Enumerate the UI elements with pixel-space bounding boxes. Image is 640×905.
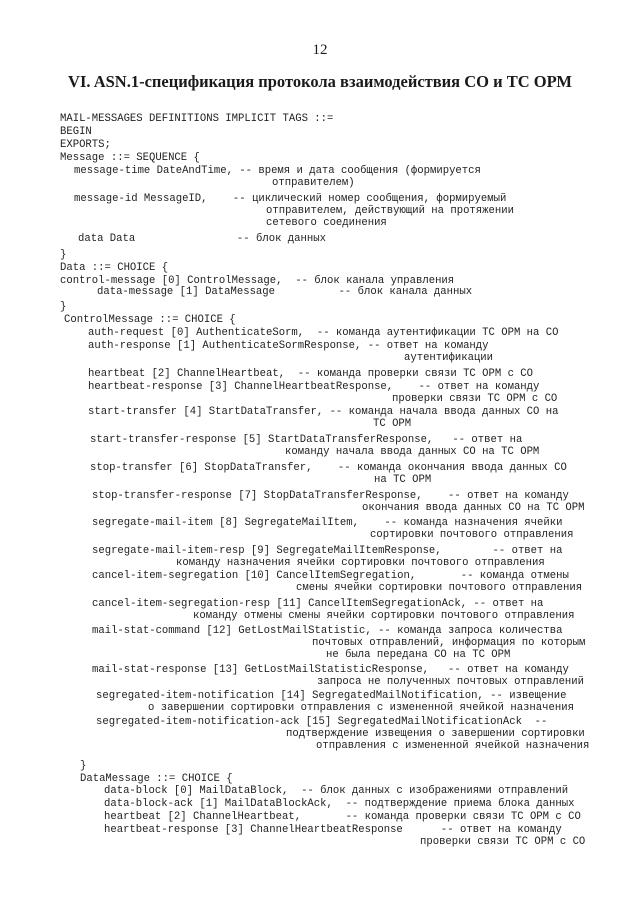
code-line: } [80, 760, 87, 772]
code-line: отправителем, действующий на протяжении [266, 205, 514, 217]
code-line: ControlMessage ::= CHOICE { [64, 314, 236, 326]
code-line: start-transfer-response [5] StartDataTransferResponse, -- ответ на [90, 434, 523, 446]
code-line: запроса не полученных почтовых отправлений [317, 676, 585, 688]
code-line: data Data -- блок данных [78, 233, 326, 245]
code-line: сетевого соединения [266, 217, 387, 229]
code-line: команду назначения ячейки сортировки почтового отправления [176, 557, 545, 569]
code-line: segregate-mail-item [8] SegregateMailItem, -- команда назначения ячейки [92, 517, 563, 529]
code-line: start-transfer [4] StartDataTransfer, -- команда начала ввода данных СО на [88, 406, 559, 418]
code-line: проверки связи ТС ОРМ с СО [420, 836, 586, 848]
page-number: 12 [312, 42, 328, 58]
code-line: EXPORTS; [60, 139, 111, 151]
code-line: проверки связи ТС ОРМ с СО [392, 393, 558, 405]
code-line: data-message [1] DataMessage -- блок канала данных [97, 286, 473, 298]
code-line: сортировки почтового отправления [370, 529, 574, 541]
code-line: смены ячейки сортировки почтового отправления [296, 582, 583, 594]
code-line: data-block [0] MailDataBlock, -- блок данных с изображениями отправлений [104, 785, 569, 797]
code-line: окончания ввода данных СО на ТС ОРМ [362, 502, 585, 514]
code-line: stop-transfer [6] StopDataTransfer, -- команда окончания ввода данных СО [90, 462, 567, 474]
code-line: } [60, 301, 67, 313]
code-line: heartbeat-response [3] ChannelHeartbeatResponse, -- ответ на команду [88, 381, 540, 393]
code-line: data-block-ack [1] MailDataBlockAck, -- подтверждение приема блока данных [104, 798, 575, 810]
code-line: команду начала ввода данных СО на ТС ОРМ [285, 446, 540, 458]
code-line: команду отмены смены ячейки сортировки почтового отправления [193, 610, 575, 622]
code-line: не была передана СО на ТС ОРМ [326, 649, 511, 661]
code-line: auth-request [0] AuthenticateSorm, -- команда аутентификации ТС ОРМ на СО [88, 327, 559, 339]
code-line: auth-response [1] AuthenticateSormResponse, -- ответ на команду [88, 340, 489, 352]
code-line: mail-stat-response [13] GetLostMailStatisticResponse, -- ответ на команду [92, 664, 569, 676]
code-line: message-id MessageID, -- циклический номер сообщения, формируемый [74, 193, 507, 205]
code-line: control-message [0] ControlMessage, -- блок канала управления [60, 275, 455, 287]
code-line: на ТС ОРМ [374, 474, 432, 486]
code-line: message-time DateAndTime, -- время и дата сообщения (формируется [74, 165, 481, 177]
code-line: MAIL-MESSAGES DEFINITIONS IMPLICIT TAGS ::= [60, 113, 334, 125]
code-line: аутентификации [404, 352, 494, 364]
code-line: } [60, 249, 67, 261]
code-line: segregate-mail-item-resp [9] SegregateMailItemResponse, -- ответ на [92, 545, 563, 557]
code-line: cancel-item-segregation [10] CancelItemSegregation, -- команда отмены [92, 570, 569, 582]
code-line: ТС ОРМ [373, 418, 412, 430]
section-title: VI. ASN.1-спецификация протокола взаимодействия СО и ТС ОРМ [68, 72, 572, 91]
code-line: heartbeat [2] ChannelHeartbeat, -- команда проверки связи ТС ОРМ с СО [88, 368, 534, 380]
code-line: отправителем) [272, 177, 355, 189]
code-line: о завершении сортировки отправления с измененной ячейкой назначения [148, 702, 574, 714]
code-line: Data ::= CHOICE { [60, 262, 169, 274]
code-line: Message ::= SEQUENCE { [60, 152, 200, 164]
code-line: подтверждение извещения о завершении сортировки [286, 728, 585, 740]
code-line: почтовых отправлений, информация по которым [312, 637, 586, 649]
code-line: cancel-item-segregation-resp [11] CancelItemSegregationAck, -- ответ на [92, 598, 544, 610]
code-line: segregated-item-notification [14] SegregatedMailNotification, -- извещение [96, 690, 567, 702]
code-line: stop-transfer-response [7] StopDataTransferResponse, -- ответ на команду [92, 490, 569, 502]
code-line: mail-stat-command [12] GetLostMailStatistic, -- команда запроса количества [92, 625, 563, 637]
code-line: heartbeat [2] ChannelHeartbeat, -- команда проверки связи ТС ОРМ с СО [104, 811, 581, 823]
code-line: отправления с измененной ячейкой назначения [316, 740, 590, 752]
code-line: DataMessage ::= CHOICE { [80, 773, 233, 785]
code-line: segregated-item-notification-ack [15] SegregatedMailNotificationAck -- [96, 716, 548, 728]
code-line: BEGIN [60, 126, 92, 138]
code-line: heartbeat-response [3] ChannelHeartbeatResponse -- ответ на команду [104, 824, 562, 836]
